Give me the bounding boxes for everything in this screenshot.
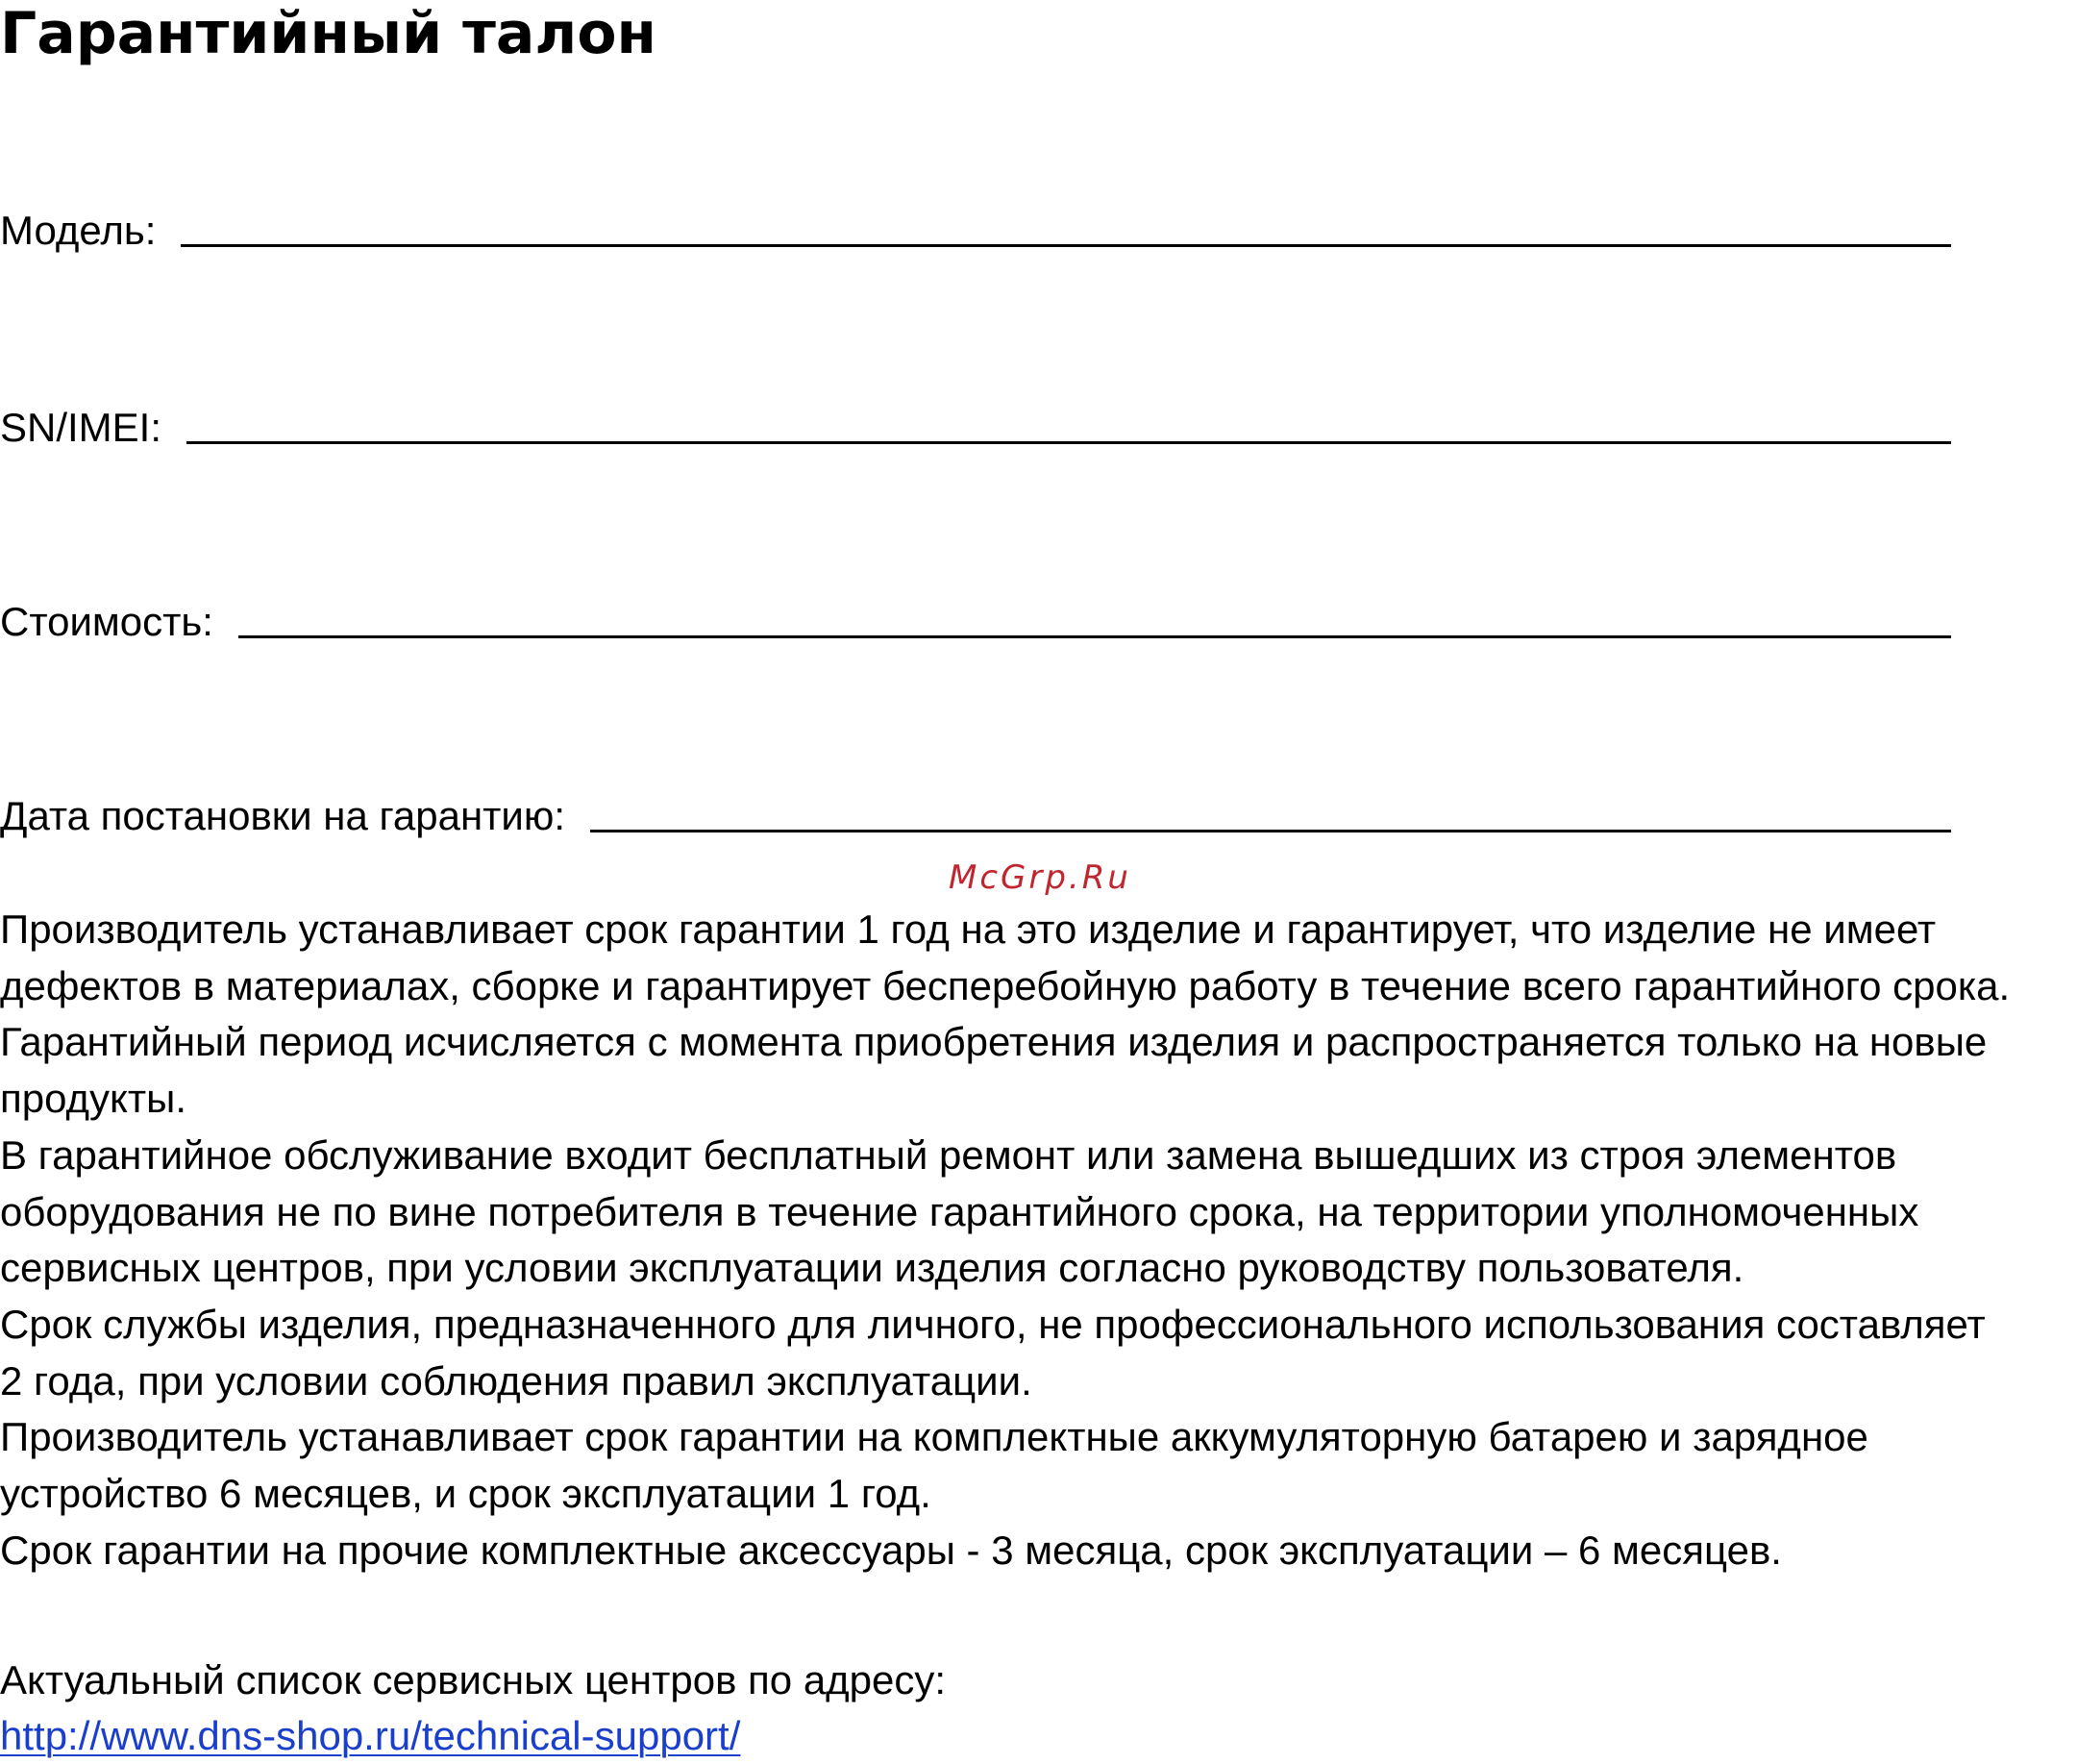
- terms-line: В гарантийное обслуживание входит бесплатный ремонт или замена вышедших из строя элементов: [0, 1131, 1897, 1178]
- price-field: [0, 598, 1951, 646]
- warranty-date-field: [0, 792, 1951, 840]
- model-field: [0, 207, 1951, 255]
- terms-line: Производитель устанавливает срок гарантии на комплектные аккумуляторную батарею и зарядное: [0, 1414, 1868, 1460]
- terms-line: Срок гарантии на прочие комплектные аксессуары - 3 месяца, срок эксплуатации – 6 месяцев.: [0, 1527, 1782, 1573]
- terms-line: Срок службы изделия, предназначенного для личного, не профессионального использования составляет: [0, 1301, 1986, 1347]
- model-blank-line[interactable]: [181, 244, 1951, 247]
- warranty-date-label: Дата постановки на гарантию:: [0, 793, 566, 838]
- terms-line: 2 года, при условии соблюдения правил эксплуатации.: [0, 1357, 1032, 1404]
- watermark: McGrp.Ru: [949, 858, 1131, 897]
- warranty-date-blank-line[interactable]: [590, 830, 1951, 832]
- model-label: Модель:: [0, 208, 157, 253]
- sn-imei-blank-line[interactable]: [186, 441, 1951, 444]
- sn-imei-label: SN/IMEI:: [0, 405, 162, 450]
- price-label: Стоимость:: [0, 599, 213, 644]
- terms-line: оборудования не по вине потребителя в течение гарантийного срока, на территории уполномоченных: [0, 1188, 1919, 1234]
- terms-line: Производитель устанавливает срок гарантии 1 год на это изделие и гарантирует, что изделие не имеет: [0, 907, 1937, 952]
- service-centers-link[interactable]: http://www.dns-shop.ru/technical-support/: [0, 1713, 741, 1758]
- warranty-terms: [0, 902, 2077, 1578]
- terms-line: Гарантийный период исчисляется с момента приобретения изделия и распространяется только на новые: [0, 1019, 1988, 1065]
- terms-line: устройство 6 месяцев, и срок эксплуатации 1 год.: [0, 1471, 931, 1517]
- terms-line: продукты.: [0, 1076, 186, 1122]
- document-title: Гарантийный талон: [0, 0, 656, 67]
- service-centers-text: Актуальный список сервисных центров по адресу:: [0, 1657, 947, 1702]
- terms-line: дефектов в материалах, сборке и гарантирует бесперебойную работу в течение всего гарантийного срока.: [0, 962, 2011, 1008]
- terms-line: сервисных центров, при условии эксплуатации изделия согласно руководству пользователя.: [0, 1245, 1744, 1291]
- service-centers-footer: [0, 1652, 946, 1764]
- price-blank-line[interactable]: [238, 635, 1951, 638]
- sn-imei-field: [0, 404, 1951, 452]
